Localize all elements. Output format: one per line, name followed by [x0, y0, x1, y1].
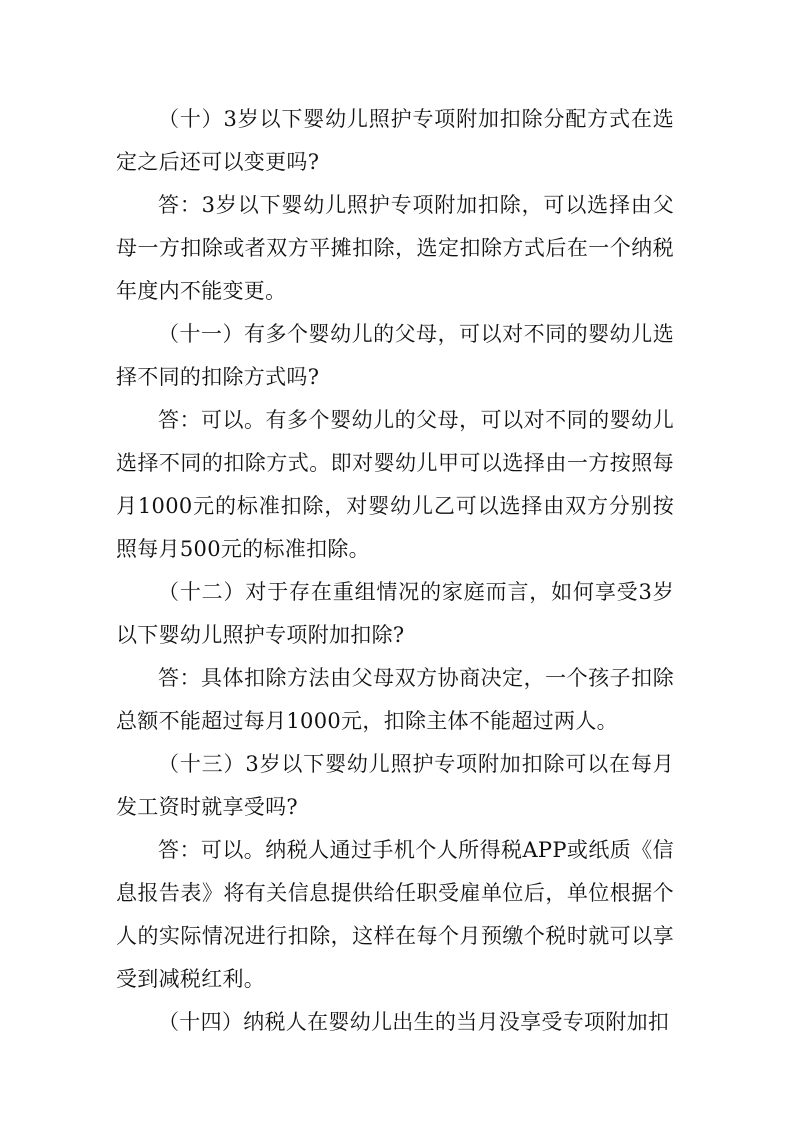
answer-10: 答：3岁以下婴幼儿照护专项附加扣除，可以选择由父母一方扣除或者双方平摊扣除，选定扣除方式后在一个纳税年度内不能变更。: [116, 193, 674, 303]
answer-12: 答：具体扣除方法由父母双方协商决定，一个孩子扣除总额不能超过每月1000元，扣除主体不能超过两人。: [116, 666, 674, 733]
answer-11: 答：可以。有多个婴幼儿的父母，可以对不同的婴幼儿选择不同的扣除方式。即对婴幼儿甲可以选择由一方按照每月1000元的标准扣除，对婴幼儿乙可以选择由双方分别按照每月500元的标准扣除。: [116, 408, 674, 561]
document-page: [116, 98, 674, 1044]
question-12: （十二）对于存在重组情况的家庭而言，如何享受3岁以下婴幼儿照护专项附加扣除?: [116, 580, 674, 647]
question-10: （十）3岁以下婴幼儿照护专项附加扣除分配方式在选定之后还可以变更吗?: [116, 107, 674, 174]
question-14: （十四）纳税人在婴幼儿出生的当月没享受专项附加扣: [158, 1010, 670, 1034]
question-13: （十三）3岁以下婴幼儿照护专项附加扣除可以在每月发工资时就享受吗?: [116, 752, 674, 819]
question-11: （十一）有多个婴幼儿的父母，可以对不同的婴幼儿选择不同的扣除方式吗?: [116, 322, 674, 389]
answer-13: 答：可以。纳税人通过手机个人所得税APP或纸质《信息报告表》将有关信息提供给任职受雇单位后，单位根据个人的实际情况进行扣除，这样在每个月预缴个税时就可以享受到减税红利。: [116, 838, 674, 991]
